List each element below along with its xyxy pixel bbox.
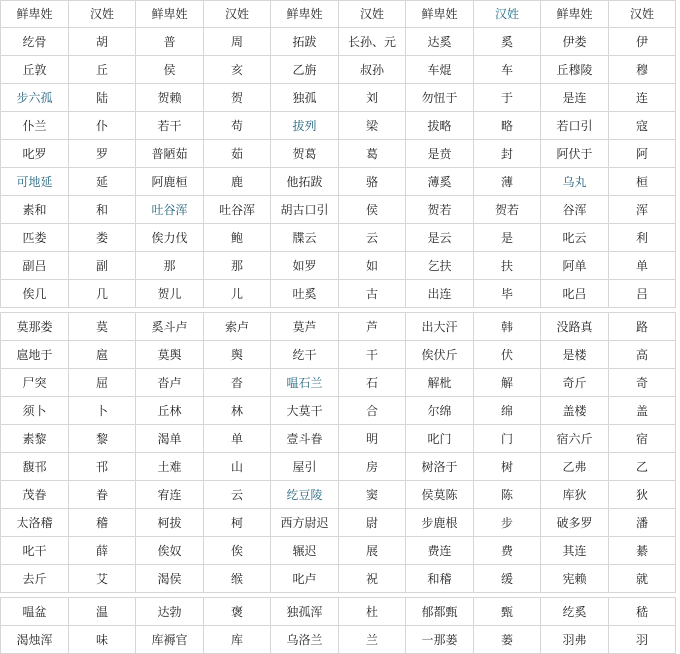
xianbei-surname-cell: 宪赖 [541, 565, 609, 593]
han-surname-cell: 丘 [69, 56, 136, 84]
han-surname-cell: 扶 [474, 252, 541, 280]
han-surname-cell: 周 [204, 28, 271, 56]
han-surname-cell: 仆 [69, 112, 136, 140]
han-surname-cell: 如 [339, 252, 406, 280]
xianbei-surname-cell: 奚斗卢 [136, 313, 204, 341]
xianbei-surname-cell: 伊娄 [541, 28, 609, 56]
han-surname-cell: 路 [609, 313, 676, 341]
han-surname-cell: 苟 [204, 112, 271, 140]
han-surname-cell: 寇 [609, 112, 676, 140]
han-surname-cell: 薄 [474, 168, 541, 196]
han-surname-cell: 奚 [474, 28, 541, 56]
xianbei-surname-cell: 库狄 [541, 481, 609, 509]
han-surname-cell: 屈 [69, 369, 136, 397]
header-xianbei-surname: 鲜卑姓 [1, 1, 69, 28]
han-surname-cell: 鲍 [204, 224, 271, 252]
table-row [1, 537, 676, 565]
table-row [1, 369, 676, 397]
xianbei-surname-cell: 没路真 [541, 313, 609, 341]
han-surname-cell: 扈 [69, 341, 136, 369]
table-row [1, 481, 676, 509]
han-surname-cell: 舆 [204, 341, 271, 369]
xianbei-surname-cell: 盖楼 [541, 397, 609, 425]
table-row [1, 224, 676, 252]
xianbei-surname-cell: 太洛稽 [1, 509, 69, 537]
xianbei-surname-cell: 叱罗 [1, 140, 69, 168]
han-surname-cell: 延 [69, 168, 136, 196]
han-surname-cell: 胡 [69, 28, 136, 56]
xianbei-surname-cell: 丘敦 [1, 56, 69, 84]
xianbei-surname-cell: 叱干 [1, 537, 69, 565]
han-surname-cell: 略 [474, 112, 541, 140]
han-surname-cell: 于 [474, 84, 541, 112]
xianbei-surname-cell: 费连 [406, 537, 474, 565]
table-row [1, 252, 676, 280]
xianbei-surname-cell: 吐奚 [271, 280, 339, 308]
xianbei-surname-cell: 吐谷浑 [136, 196, 204, 224]
xianbei-surname-cell: 叱云 [541, 224, 609, 252]
xianbei-surname-cell: 侯莫陈 [406, 481, 474, 509]
table-row [1, 509, 676, 537]
xianbei-surname-cell: 和稽 [406, 565, 474, 593]
han-surname-cell: 稽 [69, 509, 136, 537]
han-surname-cell: 库 [204, 626, 271, 654]
xianbei-surname-cell: 达奚 [406, 28, 474, 56]
header-xianbei-surname: 鲜卑姓 [406, 1, 474, 28]
xianbei-surname-cell: 莫芦 [271, 313, 339, 341]
xianbei-surname-cell: 阿单 [541, 252, 609, 280]
table-row [1, 598, 676, 626]
xianbei-surname-cell: 叱门 [406, 425, 474, 453]
han-surname-cell: 浑 [609, 196, 676, 224]
xianbei-surname-cell: 乌洛兰 [271, 626, 339, 654]
han-surname-cell: 高 [609, 341, 676, 369]
xianbei-surname-cell: 纥豆陵 [271, 481, 339, 509]
xianbei-surname-cell: 侯 [136, 56, 204, 84]
han-surname-cell: 毕 [474, 280, 541, 308]
han-surname-cell: 骆 [339, 168, 406, 196]
xianbei-surname-cell: 纥骨 [1, 28, 69, 56]
han-surname-cell: 儿 [204, 280, 271, 308]
xianbei-surname-cell: 俟力伐 [136, 224, 204, 252]
xianbei-surname-cell: 仆兰 [1, 112, 69, 140]
han-surname-cell: 温 [69, 598, 136, 626]
xianbei-surname-cell: 嗢盆 [1, 598, 69, 626]
han-surname-cell: 娄 [69, 224, 136, 252]
xianbei-surname-cell: 阿鹿桓 [136, 168, 204, 196]
han-surname-cell: 奇 [609, 369, 676, 397]
xianbei-surname-cell: 树洛于 [406, 453, 474, 481]
han-surname-cell: 宿 [609, 425, 676, 453]
han-surname-cell: 伊 [609, 28, 676, 56]
han-surname-cell: 邗 [69, 453, 136, 481]
xianbei-surname-cell: 叱卢 [271, 565, 339, 593]
han-surname-cell: 罗 [69, 140, 136, 168]
han-surname-cell: 绵 [474, 397, 541, 425]
header-han-surname: 汉姓 [69, 1, 136, 28]
xianbei-surname-cell: 素黎 [1, 425, 69, 453]
xianbei-surname-cell: 如罗 [271, 252, 339, 280]
xianbei-surname-cell: 阿伏于 [541, 140, 609, 168]
han-surname-cell: 乙 [609, 453, 676, 481]
xianbei-surname-cell: 渴单 [136, 425, 204, 453]
han-surname-cell: 解 [474, 369, 541, 397]
xianbei-surname-cell: 达勃 [136, 598, 204, 626]
table-row [1, 84, 676, 112]
xianbei-surname-cell: 柯拔 [136, 509, 204, 537]
han-surname-cell: 侯 [339, 196, 406, 224]
han-surname-cell: 是 [474, 224, 541, 252]
han-surname-cell: 芦 [339, 313, 406, 341]
han-surname-cell: 费 [474, 537, 541, 565]
han-surname-cell: 索卢 [204, 313, 271, 341]
xianbei-surname-cell: 尸突 [1, 369, 69, 397]
xianbei-surname-cell: 普陋茹 [136, 140, 204, 168]
xianbei-surname-cell: 其连 [541, 537, 609, 565]
table-row [1, 140, 676, 168]
xianbei-surname-cell: 素和 [1, 196, 69, 224]
xianbei-surname-cell: 出连 [406, 280, 474, 308]
xianbei-surname-cell: 库褥官 [136, 626, 204, 654]
xianbei-surname-cell: 是云 [406, 224, 474, 252]
han-surname-cell: 俟 [204, 537, 271, 565]
xianbei-surname-cell: 莫舆 [136, 341, 204, 369]
han-surname-cell: 薛 [69, 537, 136, 565]
han-surname-cell: 阿 [609, 140, 676, 168]
xianbei-surname-cell: 西方尉迟 [271, 509, 339, 537]
han-surname-cell: 眷 [69, 481, 136, 509]
han-surname-cell: 石 [339, 369, 406, 397]
han-surname-cell: 树 [474, 453, 541, 481]
table-row [1, 28, 676, 56]
han-surname-cell: 吕 [609, 280, 676, 308]
han-surname-cell: 利 [609, 224, 676, 252]
xianbei-surname-cell: 丘林 [136, 397, 204, 425]
header-han-surname: 汉姓 [609, 1, 676, 28]
table-row [1, 196, 676, 224]
han-surname-cell: 缓 [474, 565, 541, 593]
han-surname-cell: 那 [204, 252, 271, 280]
han-surname-cell: 单 [204, 425, 271, 453]
han-surname-cell: 陆 [69, 84, 136, 112]
xianbei-surname-cell: 乙弗 [541, 453, 609, 481]
table-row [1, 280, 676, 308]
xianbei-surname-cell: 莫那娄 [1, 313, 69, 341]
xianbei-surname-cell: 步鹿根 [406, 509, 474, 537]
han-surname-cell: 蒌 [474, 626, 541, 654]
han-surname-cell: 亥 [204, 56, 271, 84]
han-surname-cell: 穆 [609, 56, 676, 84]
xianbei-surname-cell: 纥干 [271, 341, 339, 369]
xianbei-surname-cell: 是贲 [406, 140, 474, 168]
han-surname-cell: 桓 [609, 168, 676, 196]
han-surname-cell: 伏 [474, 341, 541, 369]
han-surname-cell: 味 [69, 626, 136, 654]
xianbei-surname-cell: 乞扶 [406, 252, 474, 280]
xianbei-surname-cell: 渴烛浑 [1, 626, 69, 654]
han-surname-cell: 贺若 [474, 196, 541, 224]
xianbei-surname-cell: 纥奚 [541, 598, 609, 626]
header-xianbei-surname: 鲜卑姓 [136, 1, 204, 28]
xianbei-surname-cell: 郁都甄 [406, 598, 474, 626]
xianbei-surname-cell: 若干 [136, 112, 204, 140]
han-surname-cell: 古 [339, 280, 406, 308]
han-surname-cell: 狄 [609, 481, 676, 509]
han-surname-cell: 云 [204, 481, 271, 509]
xianbei-surname-cell: 独孤浑 [271, 598, 339, 626]
table-row [1, 397, 676, 425]
han-surname-cell: 窦 [339, 481, 406, 509]
han-surname-cell: 林 [204, 397, 271, 425]
han-surname-cell: 葛 [339, 140, 406, 168]
xianbei-surname-cell: 副吕 [1, 252, 69, 280]
xianbei-surname-cell: 普 [136, 28, 204, 56]
han-surname-cell: 陈 [474, 481, 541, 509]
table-row [1, 565, 676, 593]
han-surname-cell: 艾 [69, 565, 136, 593]
header-han-surname: 汉姓 [339, 1, 406, 28]
xianbei-surname-cell: 屋引 [271, 453, 339, 481]
xianbei-surname-cell: 是楼 [541, 341, 609, 369]
table-row [1, 341, 676, 369]
xianbei-surname-cell: 谷浑 [541, 196, 609, 224]
xianbei-surname-cell: 乌丸 [541, 168, 609, 196]
han-surname-cell: 綦 [609, 537, 676, 565]
xianbei-surname-cell: 羽弗 [541, 626, 609, 654]
xianbei-surname-cell: 俟伏斤 [406, 341, 474, 369]
han-surname-cell: 长孙、元 [339, 28, 406, 56]
han-surname-cell: 盖 [609, 397, 676, 425]
xianbei-surname-cell: 馥邗 [1, 453, 69, 481]
han-surname-cell: 刘 [339, 84, 406, 112]
xianbei-surname-cell: 俟几 [1, 280, 69, 308]
han-surname-cell: 展 [339, 537, 406, 565]
xianbei-surname-cell: 俟奴 [136, 537, 204, 565]
xianbei-surname-cell: 贺葛 [271, 140, 339, 168]
xianbei-surname-cell: 步六孤 [1, 84, 69, 112]
han-surname-cell: 山 [204, 453, 271, 481]
header-xianbei-surname: 鲜卑姓 [271, 1, 339, 28]
xianbei-surname-cell: 勿忸于 [406, 84, 474, 112]
xianbei-surname-cell: 茂眷 [1, 481, 69, 509]
han-surname-cell: 尉 [339, 509, 406, 537]
han-surname-cell: 连 [609, 84, 676, 112]
han-surname-cell: 吐谷浑 [204, 196, 271, 224]
han-surname-cell: 卜 [69, 397, 136, 425]
han-surname-cell: 羽 [609, 626, 676, 654]
xianbei-surname-cell: 尔绵 [406, 397, 474, 425]
han-surname-cell: 贺 [204, 84, 271, 112]
han-surname-cell: 几 [69, 280, 136, 308]
xianbei-surname-cell: 他拓跋 [271, 168, 339, 196]
xianbei-surname-cell: 去斤 [1, 565, 69, 593]
han-surname-cell: 明 [339, 425, 406, 453]
han-surname-cell: 沓 [204, 369, 271, 397]
xianbei-surname-cell: 土难 [136, 453, 204, 481]
xianbei-surname-cell: 辗迟 [271, 537, 339, 565]
han-surname-cell: 步 [474, 509, 541, 537]
xianbei-surname-cell: 出大汗 [406, 313, 474, 341]
xianbei-surname-cell: 拔列 [271, 112, 339, 140]
xianbei-surname-cell: 破多罗 [541, 509, 609, 537]
xianbei-surname-cell: 一那蒌 [406, 626, 474, 654]
han-surname-cell: 干 [339, 341, 406, 369]
han-surname-cell: 鹿 [204, 168, 271, 196]
xianbei-surname-cell: 匹娄 [1, 224, 69, 252]
xianbei-surname-cell: 渴侯 [136, 565, 204, 593]
xianbei-surname-cell: 牒云 [271, 224, 339, 252]
xianbei-surname-cell: 若口引 [541, 112, 609, 140]
han-surname-cell: 门 [474, 425, 541, 453]
xianbei-surname-cell: 壹斗眷 [271, 425, 339, 453]
xianbei-surname-cell: 可地延 [1, 168, 69, 196]
xianbei-surname-cell: 那 [136, 252, 204, 280]
xianbei-surname-cell: 奇斤 [541, 369, 609, 397]
xianbei-surname-cell: 贺若 [406, 196, 474, 224]
han-surname-cell: 韩 [474, 313, 541, 341]
han-surname-cell: 云 [339, 224, 406, 252]
han-surname-cell: 叔孙 [339, 56, 406, 84]
han-surname-cell: 车 [474, 56, 541, 84]
han-surname-cell: 缑 [204, 565, 271, 593]
xianbei-surname-cell: 宥连 [136, 481, 204, 509]
table-row [1, 56, 676, 84]
table-row [1, 112, 676, 140]
xianbei-surname-cell: 须卜 [1, 397, 69, 425]
header-row [1, 1, 676, 28]
xianbei-surname-cell: 叱吕 [541, 280, 609, 308]
han-surname-cell: 嵇 [609, 598, 676, 626]
header-xianbei-surname: 鲜卑姓 [541, 1, 609, 28]
xianbei-surname-cell: 是连 [541, 84, 609, 112]
han-surname-cell: 封 [474, 140, 541, 168]
xianbei-surname-cell: 宿六斤 [541, 425, 609, 453]
xianbei-surname-cell: 乙旃 [271, 56, 339, 84]
table-row [1, 425, 676, 453]
han-surname-cell: 柯 [204, 509, 271, 537]
xianbei-surname-cell: 大莫干 [271, 397, 339, 425]
han-surname-cell: 房 [339, 453, 406, 481]
table-row [1, 313, 676, 341]
han-surname-cell: 合 [339, 397, 406, 425]
han-surname-cell: 杜 [339, 598, 406, 626]
han-surname-cell: 黎 [69, 425, 136, 453]
han-surname-cell: 莫 [69, 313, 136, 341]
xianbei-surname-cell: 解枇 [406, 369, 474, 397]
xianbei-surname-cell: 嗢石兰 [271, 369, 339, 397]
xianbei-surname-cell: 独孤 [271, 84, 339, 112]
han-surname-cell: 茹 [204, 140, 271, 168]
xianbei-surname-cell: 沓卢 [136, 369, 204, 397]
table-row [1, 453, 676, 481]
han-surname-cell: 和 [69, 196, 136, 224]
xianbei-surname-cell: 拔略 [406, 112, 474, 140]
han-surname-cell: 兰 [339, 626, 406, 654]
xianbei-surname-cell: 扈地于 [1, 341, 69, 369]
han-surname-cell: 梁 [339, 112, 406, 140]
han-surname-cell: 单 [609, 252, 676, 280]
xianbei-surname-cell: 贺赖 [136, 84, 204, 112]
xianbei-surname-cell: 拓跋 [271, 28, 339, 56]
xianbei-surname-cell: 车焜 [406, 56, 474, 84]
han-surname-cell: 甄 [474, 598, 541, 626]
xianbei-surname-cell: 丘穆陵 [541, 56, 609, 84]
han-surname-cell: 褒 [204, 598, 271, 626]
han-surname-cell: 就 [609, 565, 676, 593]
han-surname-cell: 副 [69, 252, 136, 280]
han-surname-cell: 潘 [609, 509, 676, 537]
xianbei-surname-cell: 胡古口引 [271, 196, 339, 224]
xianbei-surname-cell: 贺儿 [136, 280, 204, 308]
xianbei-surname-cell: 薄奚 [406, 168, 474, 196]
table-row [1, 168, 676, 196]
header-han-surname: 汉姓 [474, 1, 541, 28]
han-surname-cell: 祝 [339, 565, 406, 593]
header-han-surname: 汉姓 [204, 1, 271, 28]
